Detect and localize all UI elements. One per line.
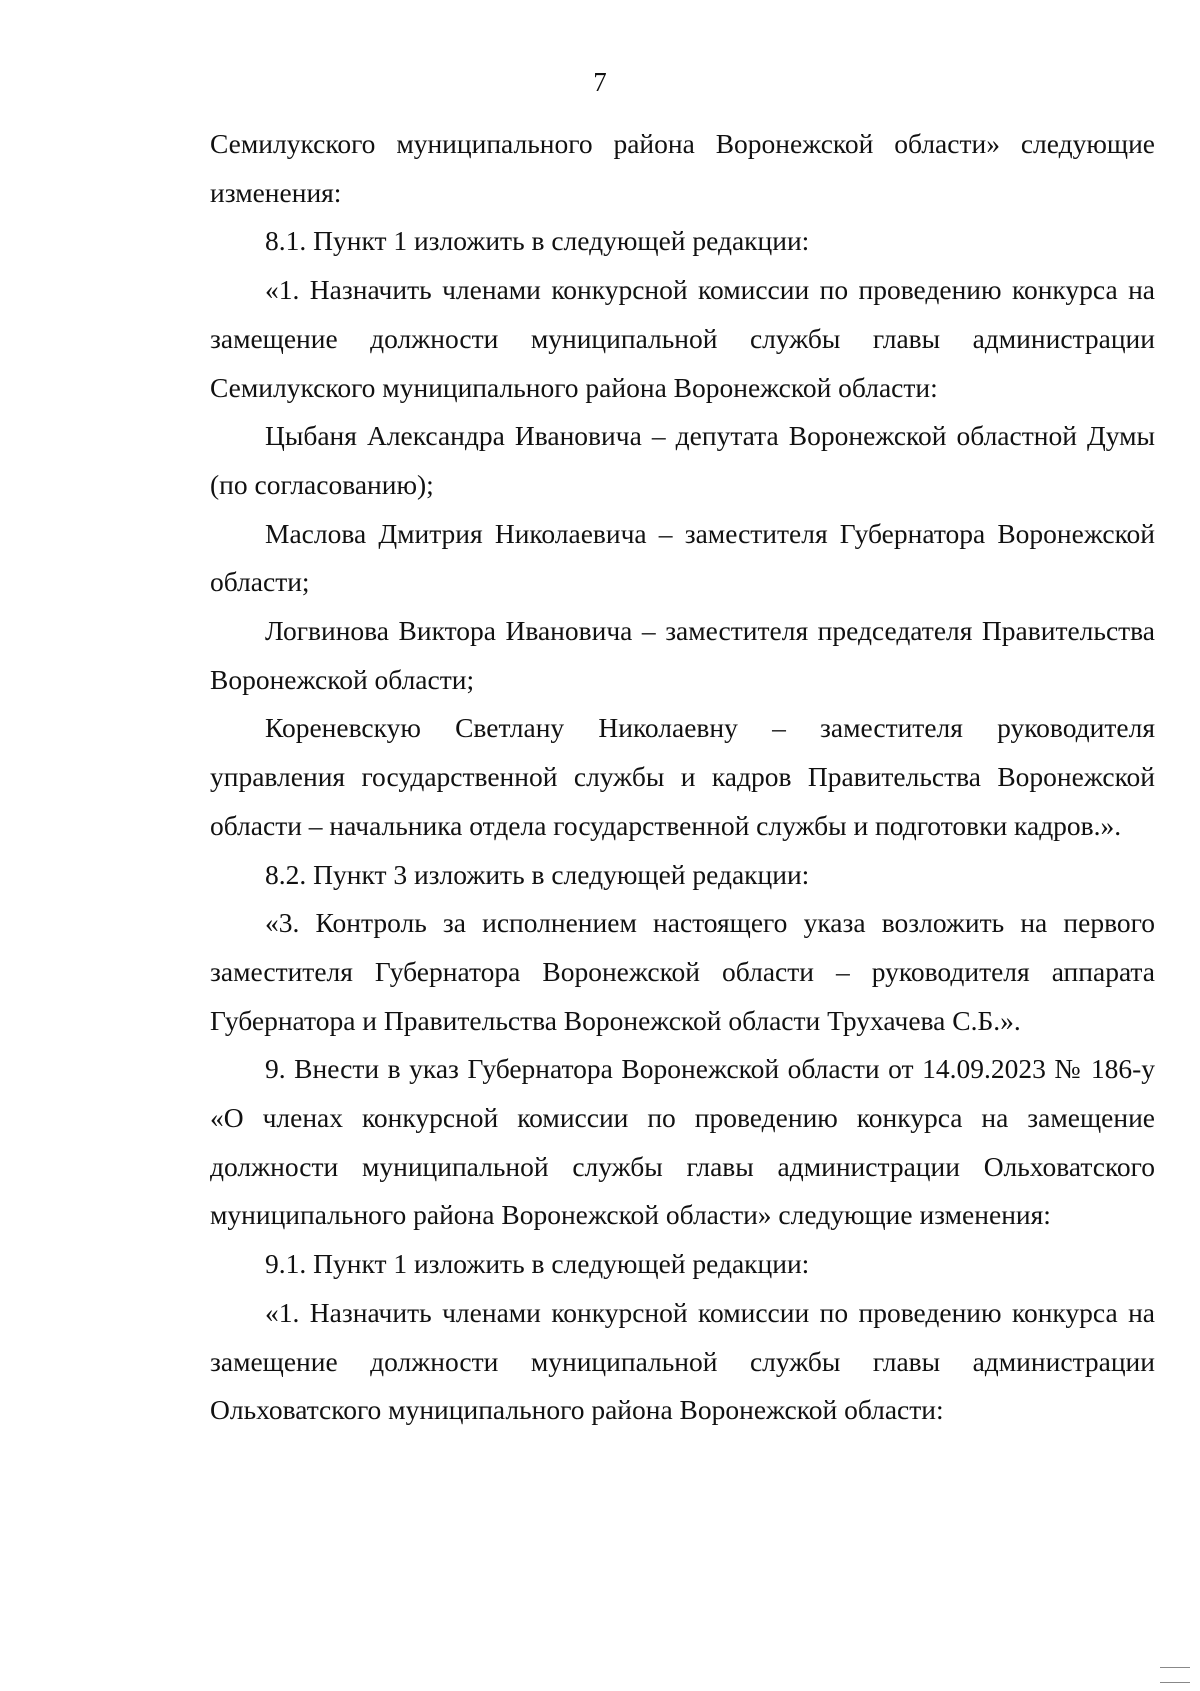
paragraph-8-2-text: «3. Контроль за исполнением настоящего указа возложить на первого заместителя Губернатора Воронежской области – руководителя аппарата Губернатора и Правительства Воронежской области Трухачева С.Б.». (210, 907, 1155, 1036)
paragraph-9-1-heading: 9.1. Пункт 1 изложить в следующей редакции: (265, 1248, 810, 1280)
document-body (210, 120, 1155, 1435)
paragraph-member-2: Маслова Дмитрия Николаевича – заместителя Губернатора Воронежской области; (210, 517, 1155, 598)
paragraph-9: 9. Внести в указ Губернатора Воронежской области от 14.09.2023 № 186-у «О членах конкурсной комиссии по проведению конкурса на замещение должности муниципальной службы главы администрации Ольховатского муниципального района Воронежской области» следующие изменения: (210, 1053, 1155, 1231)
paragraph-8-1-text: «1. Назначить членами конкурсной комиссии по проведению конкурса на замещение должности муниципальной службы главы администрации Семилукского муниципального района Воронежской области: (210, 274, 1155, 403)
paragraph-member-1: Цыбаня Александра Ивановича – депутата Воронежской областной Думы (по согласованию); (210, 420, 1155, 500)
paragraph-member-3: Логвинова Виктора Ивановича – заместителя председателя Правительства Воронежской области; (210, 615, 1155, 695)
paragraph-8-1-heading: 8.1. Пункт 1 изложить в следующей редакции: (265, 225, 810, 257)
paragraph-8-2-heading: 8.2. Пункт 3 изложить в следующей редакции: (265, 858, 810, 890)
paragraph-member-4: Кореневскую Светлану Николаевну – заместителя руководителя управления государственной службы и кадров Правительства Воронежской области – начальника отдела государственной службы и подготовки кадров.». (210, 712, 1155, 841)
page-number: 7 (593, 67, 607, 97)
scan-edge-mark (1160, 1667, 1190, 1683)
paragraph-continuation: Семилукского муниципального района Воронежской области» следующие изменения: (210, 128, 1155, 208)
paragraph-9-1-text: «1. Назначить членами конкурсной комиссии по проведению конкурса на замещение должности муниципальной службы главы администрации Ольховатского муниципального района Воронежской области: (210, 1296, 1155, 1426)
